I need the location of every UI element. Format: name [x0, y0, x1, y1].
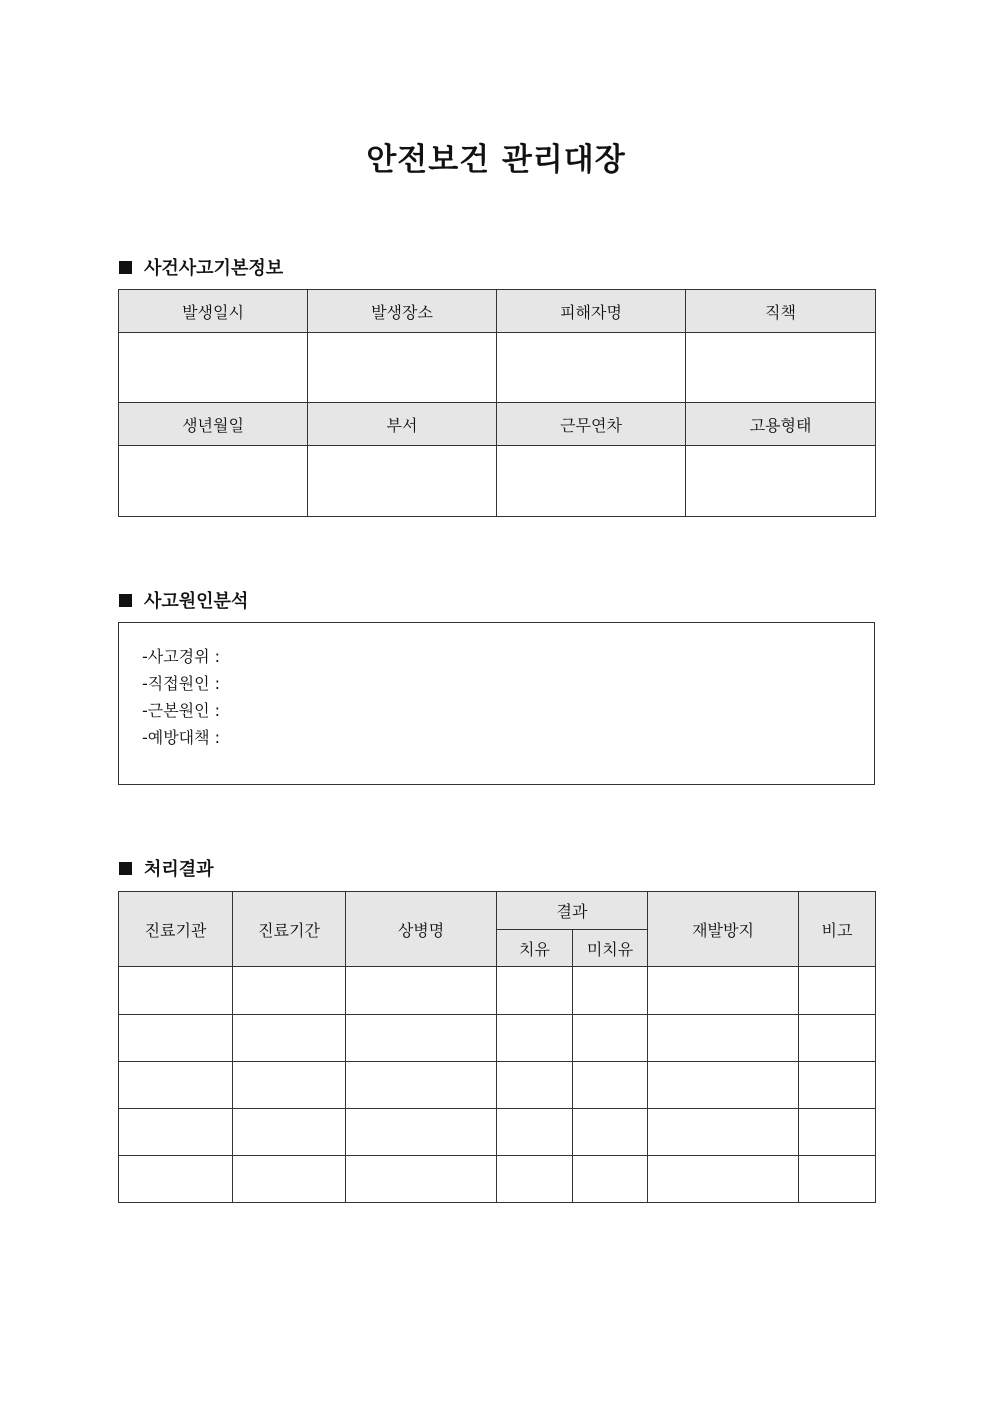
header-occurrence-place: 발생장소 — [308, 290, 497, 333]
table-cell[interactable] — [119, 1062, 233, 1109]
employment-type-cell[interactable] — [686, 446, 876, 517]
table-cell[interactable] — [119, 967, 233, 1015]
table-cell[interactable] — [799, 967, 876, 1015]
header-occurrence-datetime: 발생일시 — [119, 290, 308, 333]
table-cell[interactable] — [799, 1156, 876, 1203]
prevention-measure-line: -예방대책 : — [142, 728, 221, 747]
results-table — [118, 891, 876, 1203]
table-cell[interactable] — [233, 1109, 346, 1156]
cause-analysis-box[interactable] — [118, 622, 875, 785]
table-cell[interactable] — [346, 1062, 497, 1109]
table-cell[interactable] — [346, 967, 497, 1015]
header-not-cured: 미치유 — [573, 930, 648, 967]
years-of-service-cell[interactable] — [497, 446, 686, 517]
header-employment-type: 고용형태 — [686, 403, 876, 446]
table-cell[interactable] — [799, 1062, 876, 1109]
basic-info-header-row-2 — [119, 403, 876, 446]
table-row — [119, 1015, 876, 1062]
position-cell[interactable] — [686, 333, 876, 403]
header-position: 직책 — [686, 290, 876, 333]
basic-info-table — [118, 289, 876, 517]
occurrence-datetime-cell[interactable] — [119, 333, 308, 403]
table-cell[interactable] — [497, 967, 573, 1015]
table-cell[interactable] — [648, 1109, 799, 1156]
occurrence-place-cell[interactable] — [308, 333, 497, 403]
header-diagnosis: 상병명 — [346, 892, 497, 967]
square-bullet-icon — [119, 594, 132, 607]
table-cell[interactable] — [119, 1156, 233, 1203]
square-bullet-icon — [119, 261, 132, 274]
section-heading-label: 사건사고기본정보 — [144, 258, 284, 279]
table-cell[interactable] — [233, 967, 346, 1015]
table-cell[interactable] — [497, 1062, 573, 1109]
basic-info-header-row-1 — [119, 290, 876, 333]
table-cell[interactable] — [497, 1156, 573, 1203]
root-cause-line: -근본원인 : — [142, 701, 221, 720]
table-cell[interactable] — [573, 1062, 648, 1109]
table-cell[interactable] — [648, 1062, 799, 1109]
table-row — [119, 1062, 876, 1109]
section-heading-basic-info — [119, 254, 283, 280]
table-cell[interactable] — [573, 1109, 648, 1156]
section-heading-label: 사고원인분석 — [144, 591, 249, 612]
table-cell[interactable] — [346, 1015, 497, 1062]
table-cell[interactable] — [119, 1109, 233, 1156]
table-cell[interactable] — [573, 967, 648, 1015]
header-medical-institution: 진료기관 — [119, 892, 233, 967]
table-cell[interactable] — [648, 1015, 799, 1062]
page-title: 안전보건 관리대장 — [366, 142, 626, 178]
table-cell[interactable] — [233, 1156, 346, 1203]
table-cell[interactable] — [497, 1015, 573, 1062]
direct-cause-line: -직접원인 : — [142, 674, 221, 693]
table-cell[interactable] — [346, 1109, 497, 1156]
section-heading-cause-analysis — [119, 587, 248, 613]
table-cell[interactable] — [648, 967, 799, 1015]
table-row — [119, 1156, 876, 1203]
table-cell[interactable] — [233, 1062, 346, 1109]
table-cell[interactable] — [233, 1015, 346, 1062]
square-bullet-icon — [119, 862, 132, 875]
header-result: 결과 — [497, 892, 648, 930]
birth-date-cell[interactable] — [119, 446, 308, 517]
basic-info-input-row-2 — [119, 446, 876, 517]
header-recurrence-prevention: 재발방지 — [648, 892, 799, 967]
victim-name-cell[interactable] — [497, 333, 686, 403]
section-heading-label: 처리결과 — [144, 859, 214, 880]
table-cell[interactable] — [799, 1015, 876, 1062]
department-cell[interactable] — [308, 446, 497, 517]
basic-info-input-row-1 — [119, 333, 876, 403]
section-heading-results — [119, 855, 214, 881]
table-cell[interactable] — [497, 1109, 573, 1156]
header-cured: 치유 — [497, 930, 573, 967]
accident-process-line: -사고경위 : — [142, 647, 221, 666]
table-cell[interactable] — [346, 1156, 497, 1203]
table-cell[interactable] — [648, 1156, 799, 1203]
table-cell[interactable] — [119, 1015, 233, 1062]
table-cell[interactable] — [573, 1015, 648, 1062]
header-victim-name: 피해자명 — [497, 290, 686, 333]
header-treatment-period: 진료기간 — [233, 892, 346, 967]
table-cell[interactable] — [799, 1109, 876, 1156]
header-years-of-service: 근무연차 — [497, 403, 686, 446]
table-cell[interactable] — [573, 1156, 648, 1203]
header-birth-date: 생년월일 — [119, 403, 308, 446]
header-department: 부서 — [308, 403, 497, 446]
results-header-row-1 — [119, 892, 876, 930]
table-row — [119, 967, 876, 1015]
table-row — [119, 1109, 876, 1156]
header-remarks: 비고 — [799, 892, 876, 967]
